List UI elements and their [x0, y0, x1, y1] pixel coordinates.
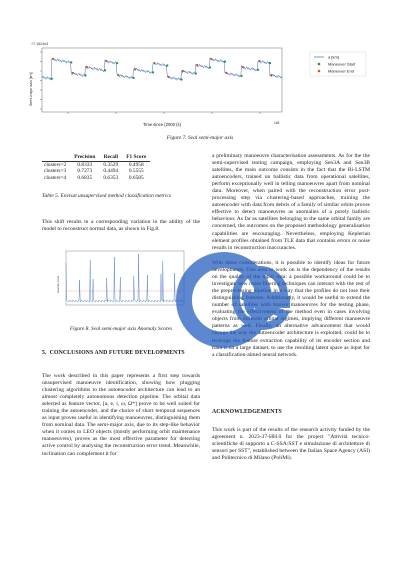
table-cell: 0.5555 — [128, 168, 144, 175]
watermark-logo — [160, 238, 320, 358]
maneuver-start-marker — [224, 61, 226, 63]
maneuver-start-marker — [84, 74, 86, 76]
table-cell: 0.6585 — [128, 175, 144, 182]
figure-7 — [28, 38, 368, 128]
table-cell: 0.4494 — [103, 168, 119, 175]
figure-8-caption: Figure 8. Sval semi-major axis Anomaly Scores — [69, 326, 173, 332]
maneuver-end-marker — [117, 74, 119, 76]
table-row — [42, 161, 150, 168]
figure-7-offset-label: +7.1624e3 — [31, 42, 49, 46]
acknowledgements-body: This work is part of the results of the research activity funded by the agreement n. 2023-37-HH.0 for the project "Attività tecnico-scientifiche di supporto a C-SSA/SST e simulazione di architetture di sensori per SST", established between the Italian Space Agency (ASI) and Politecnico di Milano (PoliMi). — [212, 427, 370, 462]
figure-7-axes-frame — [42, 48, 282, 112]
maneuver-start-marker — [104, 69, 106, 71]
maneuver-start-marker — [132, 77, 134, 79]
legend-entry-maneuver-start: Maneuver Start — [328, 61, 356, 67]
maneuver-end-marker — [105, 60, 107, 62]
table-header-cell: F1 Score — [122, 154, 150, 161]
section-5-number: 5. — [42, 350, 47, 356]
table-cell: 0.6835 — [77, 175, 93, 182]
maneuver-end-marker — [225, 72, 227, 74]
section-5-title: CONCLUSIONS AND FUTURE DEVELOPMENTS — [49, 350, 185, 356]
legend-entry-maneuver-end: Maneuver End — [328, 68, 355, 74]
paragraph-fig8-intro: This shift results in a corresponding variation in the ability of the model to reconstruct normal data, as shown in Fig.8. — [42, 219, 200, 233]
legend-end-marker — [318, 70, 321, 73]
maneuver-end-marker — [52, 58, 54, 60]
table-cell: 0.6353 — [103, 175, 119, 182]
table-header-cell: Recall — [99, 154, 122, 161]
table-row — [42, 175, 150, 182]
maneuver-end-marker — [182, 70, 184, 72]
maneuver-start-marker — [116, 62, 118, 64]
table-row — [42, 168, 150, 175]
maneuver-start-marker — [152, 71, 154, 73]
table-cell: clusters=4 — [44, 175, 67, 182]
maneuver-start-marker — [51, 78, 53, 80]
figure-7-series-line — [42, 58, 282, 81]
maneuver-start-marker — [209, 66, 211, 68]
maneuver-end-marker — [153, 62, 155, 64]
section-5-body: The work described in this paper represents a first step towards unsupervised manoeuvre identification, showing how plugging clustering algorithms to the autoencoder architecture can lead to an almost completely autonomous detection pipeline. The orbital data selected as feature vector, [a, e, i, ω, Ω*] prove to be well suited for training the autoencoder, and the choice of short temporal sequences as input proves useful in identifying manoeuvres, distinguishing them from nominal data. The semi-major axis, due to its step-like behavior when it comes to LEO objects (mostly performing orbit maintenance manoeuvres), proves as the most effective parameter for detecting active control by analysing the reconstruction error trend. Meanwhile, inclination can complement it for — [42, 373, 200, 457]
table-cell: clusters=2 — [44, 161, 67, 168]
maneuver-end-marker — [258, 60, 260, 62]
maneuver-start-marker — [257, 69, 259, 71]
metrics-table — [42, 154, 150, 181]
figure-7-legend — [310, 52, 366, 76]
maneuver-end-marker — [86, 66, 88, 68]
figure-7-plot — [28, 38, 368, 128]
figure-7-x-exponent: 1e8 — [274, 121, 280, 125]
maneuver-end-marker — [196, 64, 198, 66]
table-header-row — [42, 154, 150, 161]
right-column-paragraph-1: a preliminary manoeuvre characterisation assessments. As for the the semi-supervised testing campaign, employing Sen3A and Sen3B satellites, the main outcome consists in the fact that the Bi-LSTM autoencoders, trained on ballistic data from operational satellites, perform exceptionally well in telling manoeuvres apart from nominal data. Moreover, when paired with the reconstruction error post-processing step via clustering-based approaches, training the autoencoder with data from debris of a family of similar orbits proves effective to detect manoeuvres as anomalies of a purely ballistic behaviour. As far as satellites belonging to the same orbital family are concerned, the outcomes on the proposed methodology generalisation capabilities are encouraging. Nevertheless, employing Keplerian element profiles obtained from TLE data that contains errors or noise results in reconstruction inaccuracies. — [212, 153, 370, 251]
maneuver-end-marker — [72, 72, 74, 74]
table-5-caption: Table 5. Envisat unsupervised method classification metrics — [42, 193, 172, 199]
figure-7-ylabel: Semi-major axis [km] — [29, 72, 33, 106]
table-cell: 0.8333 — [77, 161, 93, 168]
legend-entry-a: a [km] — [328, 54, 339, 60]
maneuver-end-marker — [168, 76, 170, 78]
figure-8-ylabel: Anomaly score — [57, 275, 60, 293]
figure-7-xlabel: Time since (2000 (s) — [142, 122, 182, 127]
table-cell: 0.3529 — [103, 161, 119, 168]
legend-start-marker — [318, 63, 321, 66]
maneuver-start-marker — [195, 72, 197, 74]
maneuver-end-marker — [210, 58, 212, 60]
table-cell: 0.4958 — [128, 161, 144, 168]
table-cell: clusters=3 — [44, 168, 67, 175]
maneuver-end-marker — [134, 68, 136, 70]
acknowledgements-heading: ACKNOWLEDGEMENTS — [212, 409, 282, 415]
maneuver-start-marker — [166, 64, 168, 66]
maneuver-start-marker — [180, 78, 182, 80]
figure-7-caption: Figure 7. Sval semi-major axis — [166, 135, 234, 141]
table-header-cell — [42, 154, 70, 161]
right-column-paragraph-2: With these considerations, it is possible to identify ideas for future developments. One area to work on is the dependency of the results on the quality of the input data: a possible workaround could be to investigate how noise filtering techniques can interact with the rest of the preprocessing pipeline in a way that the profiles do not lose their distinguishing features. Additionally, it would be useful to extend the number of satellites with known manoeuvres for the testing phase, evaluating the effectiveness of the method even in cases involving objects from different orbital regimes, implying different manoeuvre patterns as well. Finally, an alternative advancement that would change the way the autoencoder architecture is exploited, could be to leverage the feature extraction capability of its encoder section and train it on a large dataset, to use the resulting latent space as input for a classification-aimed neural network. — [212, 260, 370, 358]
maneuver-start-marker — [240, 75, 242, 77]
maneuver-start-marker — [70, 61, 72, 63]
table-header-cell: Precision — [70, 154, 99, 161]
table-cell: 0.7273 — [77, 168, 93, 175]
maneuver-end-marker — [242, 66, 244, 68]
maneuver-start-marker — [269, 62, 271, 64]
table-5 — [42, 154, 150, 181]
maneuver-end-marker — [270, 74, 272, 76]
